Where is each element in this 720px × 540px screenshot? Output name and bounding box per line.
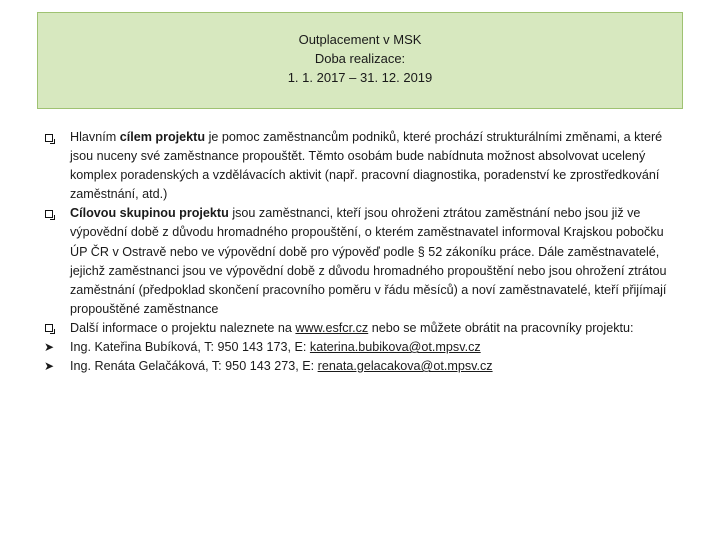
arrow-bullet-icon: ➤ (43, 359, 55, 374)
more-info-text: Další informace o projektu naleznete na (70, 320, 296, 335)
period-label: Doba realizace: (314, 51, 406, 66)
target-group-lead-bold: Cílovou skupinou projektu (70, 206, 229, 221)
list-item-contact-bubikova (42, 338, 682, 357)
more-info-text-after: nebo se můžete obrátit na pracovníky projektu: (368, 320, 634, 335)
list-item-goal (42, 128, 682, 204)
checkbox-bullet-icon (42, 204, 56, 223)
info-list (42, 128, 682, 376)
target-group-body: jsou zaměstnanci, kteří jsou ohroženi ztrátou zaměstnání nebo jsou již ve výpovědní době z důvodu hromadného propouštění, o kterém zaměstnavatel informoval Krajskou pobočku ÚP ČR v Ostravě nebo ve výpovědní době pro výpověď podle § 52 zákoníku práce. Dále zaměstnavatelé, jejichž zaměstnanci jsou ve výpovědní době z důvodu hromadného propouštění nebo jsou ohrožení ztrátou zaměstnání (předpoklad skončení pracovního poměru v řádu měsíců) a noví zaměstnavatelé, kteří přijímají propouštěné zaměstnance (70, 206, 667, 316)
project-title: Outplacement v MSK (298, 32, 422, 47)
list-item-more-info (42, 319, 682, 338)
email-link-bubikova[interactable]: katerina.bubikova@ot.mpsv.cz (309, 340, 481, 355)
checkbox-bullet-icon (42, 319, 56, 338)
arrow-bullet-icon: ➤ (43, 339, 55, 354)
checkbox-bullet-icon (42, 128, 56, 147)
contact-bubikova: Ing. Kateřina Bubíková, T: 950 143 173, E: (70, 340, 310, 355)
period-dates: 1. 1. 2017 – 31. 12. 2019 (287, 70, 433, 85)
goal-lead: Hlavním (70, 130, 120, 144)
list-item-contact-gelacakova (42, 357, 682, 376)
email-link-gelacakova[interactable]: renata.gelacakova@ot.mpsv.cz (317, 359, 493, 374)
goal-body: je pomoc zaměstnancům podniků, které prochází strukturálními změnami, a které jsou nuceny své zaměstnance propouštět. Těmto osobám bude nabídnuta možnost absolvovat ucelený komplex poradenských a vzdělávacích aktivit (např. pracovní diagnostika, poradenství ke zprostředkování zaměstnání, atd.) (70, 130, 663, 202)
goal-lead-bold: cílem projektu (119, 130, 206, 144)
header-box (37, 12, 683, 109)
esfcr-link[interactable]: www.esfcr.cz (295, 320, 369, 335)
list-item-target-group (42, 204, 682, 319)
contact-gelacakova: Ing. Renáta Gelačáková, T: 950 143 273, E: (70, 359, 318, 374)
